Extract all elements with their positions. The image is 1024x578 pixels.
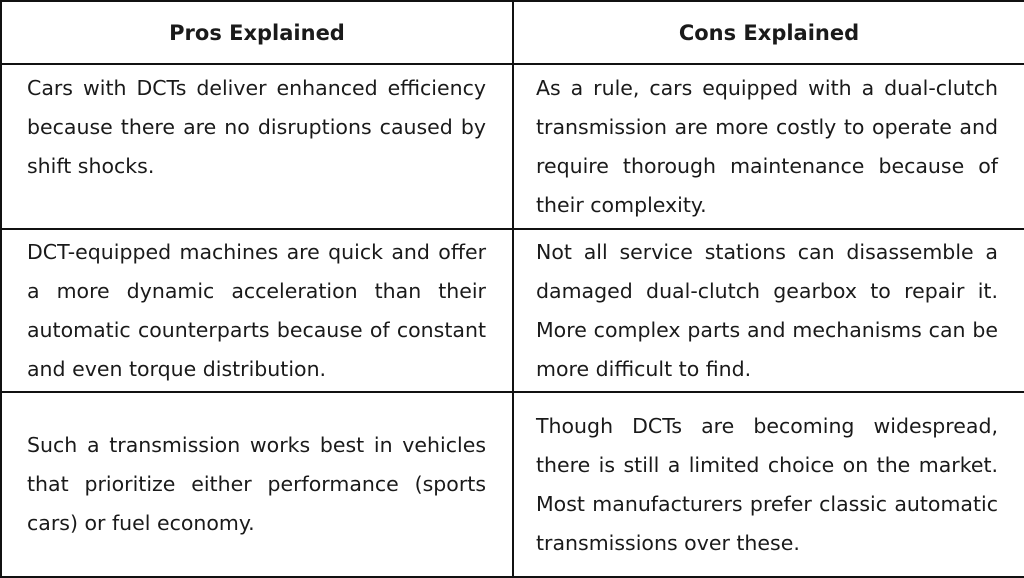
table-row bbox=[1, 64, 1024, 229]
con-cell: Not all service stations can disassemble a damaged dual-clutch gearbox to repair it. More complex parts and mechanisms can be more difficult to find. bbox=[513, 229, 1024, 392]
pro-cell: Such a transmission works best in vehicles that prioritize either performance (sports cars) or fuel economy. bbox=[1, 392, 513, 577]
table-row bbox=[1, 392, 1024, 577]
cons-header: Cons Explained bbox=[513, 1, 1024, 64]
table-row bbox=[1, 229, 1024, 392]
con-cell: As a rule, cars equipped with a dual-clutch transmission are more costly to operate and require thorough maintenance because of their complexity. bbox=[513, 64, 1024, 229]
con-cell: Though DCTs are becoming widespread, there is still a limited choice on the market. Most manufacturers prefer classic automatic transmissions over these. bbox=[513, 392, 1024, 577]
pro-cell: Cars with DCTs deliver enhanced efficiency because there are no disruptions caused by shift shocks. bbox=[1, 64, 513, 229]
pro-cell: DCT-equipped machines are quick and offer a more dynamic acceleration than their automatic counterparts because of constant and even torque distribution. bbox=[1, 229, 513, 392]
pros-header: Pros Explained bbox=[1, 1, 513, 64]
header-row bbox=[1, 1, 1024, 64]
